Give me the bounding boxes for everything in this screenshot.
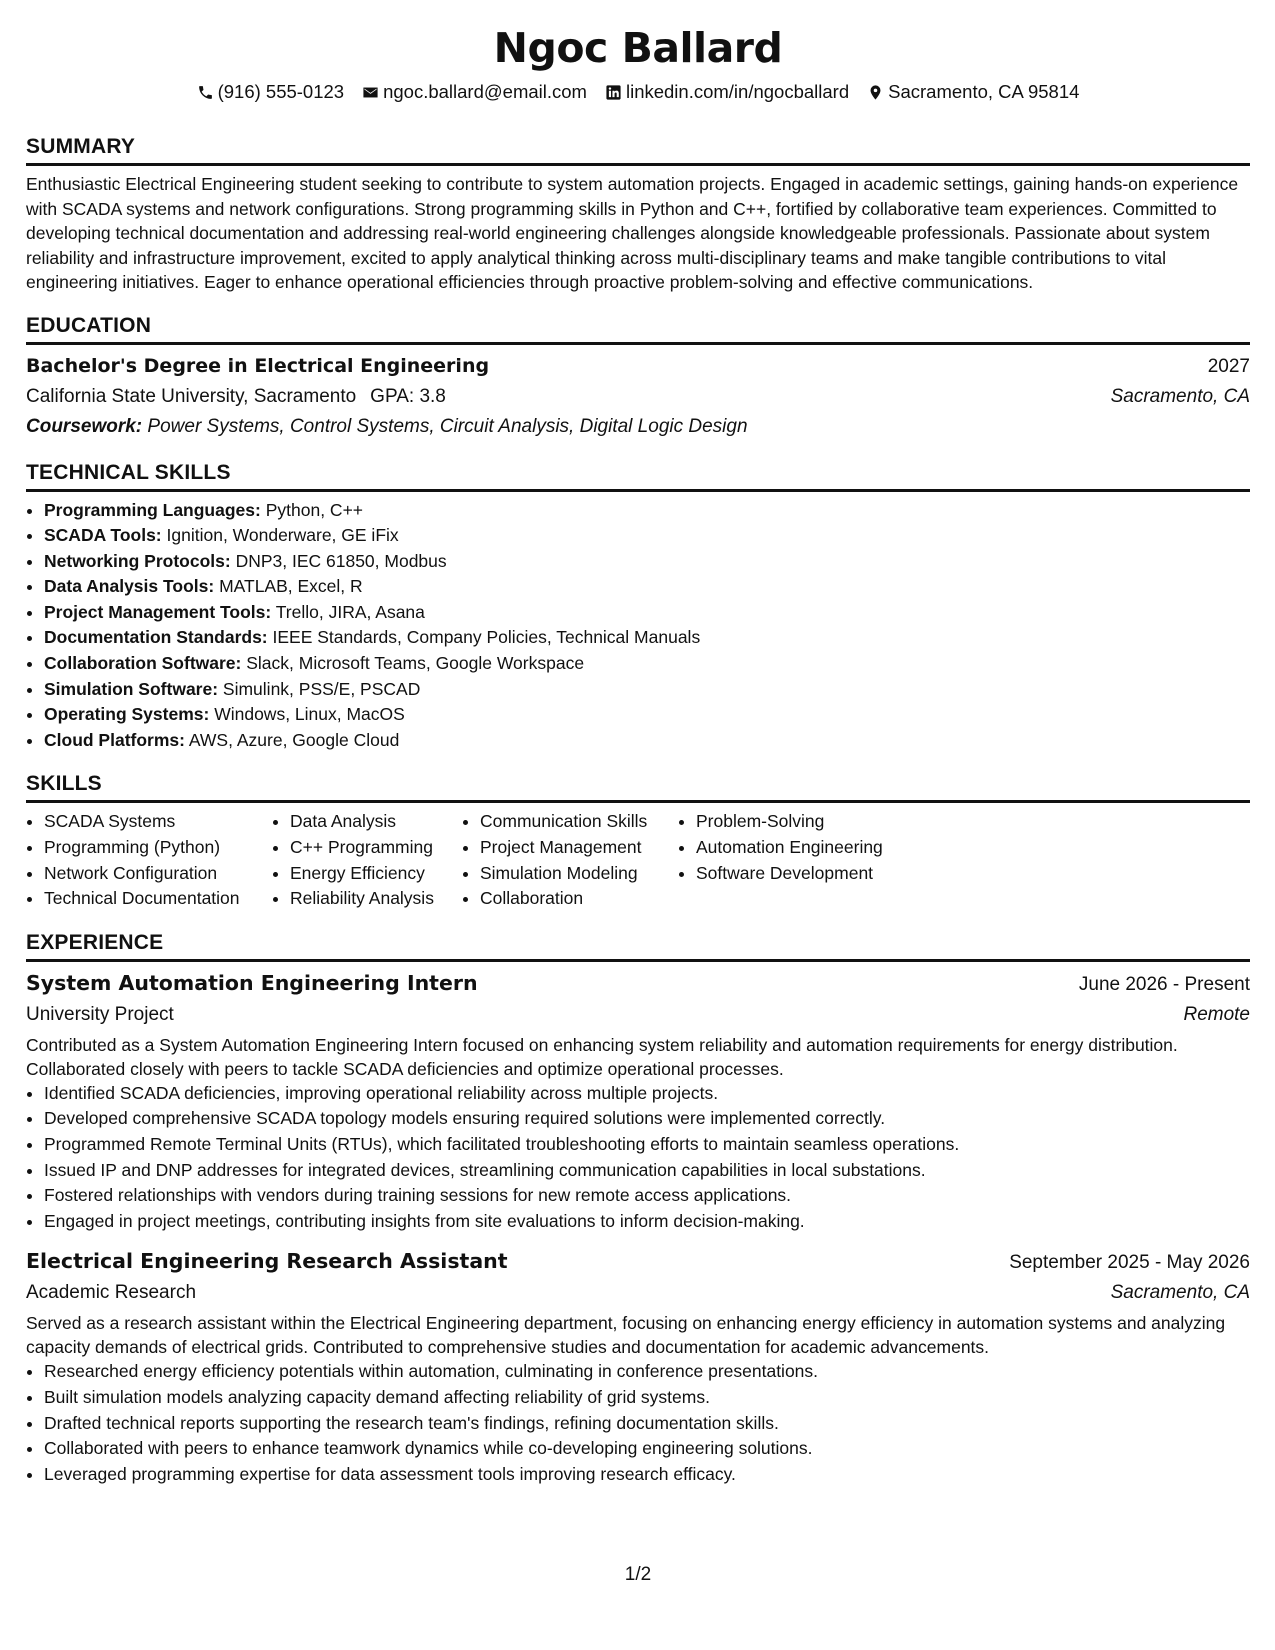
location-text: Sacramento, CA 95814 (888, 81, 1080, 102)
skill-value: Python, C++ (265, 499, 364, 520)
gpa: GPA: 3.8 (370, 385, 446, 407)
list-item: • Technical Documentation (44, 886, 272, 912)
list-item: • Communication Skills (480, 809, 678, 835)
list-item (44, 677, 1250, 703)
skill-label: Cloud Platforms: (44, 729, 185, 750)
list-item: • Programmed Remote Terminal Units (RTUs), which facilitated troubleshooting efforts to maintain seamless operations. (44, 1132, 1250, 1158)
job-org-row (26, 1000, 1250, 1030)
list-item (44, 728, 1250, 754)
skill-value: IEEE Standards, Company Policies, Technical Manuals (272, 627, 701, 648)
list-item: • Reliability Analysis (290, 886, 462, 912)
list-item: • Collaboration (480, 886, 678, 912)
list-item: • Developed comprehensive SCADA topology models ensuring required solutions were implemented correctly. (44, 1106, 1250, 1132)
contact-phone (197, 80, 345, 104)
list-item: • Automation Engineering (696, 835, 936, 861)
list-item (44, 651, 1250, 677)
list-item: • Simulation Modeling (480, 861, 678, 887)
contact-linkedin[interactable] (605, 80, 849, 104)
skill-label: Documentation Standards: (44, 627, 268, 648)
skill-value: MATLAB, Excel, R (219, 576, 363, 597)
list-item: • Network Configuration (44, 861, 272, 887)
section-title: EXPERIENCE (26, 930, 1250, 962)
contact-location (867, 80, 1079, 104)
list-item (44, 600, 1250, 626)
experience-section (26, 930, 1250, 1488)
skills-column (678, 809, 936, 911)
list-item (44, 625, 1250, 651)
summary-text: Enthusiastic Electrical Engineering student seeking to contribute to system automation projects. Engaged in academic settings, gaining hands-on experience with SCADA systems and network configurations. Strong programming skills in Python and C++, fortified by collaborative team experiences. Committed to developing technical documentation and addressing real-world engineering challenges alongside knowledgeable professionals. Passionate about system reliability and infrastructure improvement, excited to apply analytical thinking across multi-disciplinary teams and make tangible contributions to vital engineering initiatives. Eager to enhance operational efficiencies through proactive problem-solving and effective communications. (26, 174, 1239, 292)
job-bullets (26, 1359, 1250, 1487)
list-item: • Researched energy efficiency potentials within automation, culminating in conference presentations. (44, 1359, 1250, 1385)
skill-label: Simulation Software: (44, 678, 219, 699)
phone-text: (916) 555-0123 (217, 81, 345, 102)
contact-email[interactable] (362, 80, 587, 104)
coursework-row (26, 412, 1250, 442)
job-dates: June 2026 - Present (1078, 973, 1250, 995)
education-section (26, 313, 1250, 442)
skill-label: Project Management Tools: (44, 601, 272, 622)
resume-page (26, 0, 1250, 1585)
list-item: • Problem-Solving (696, 809, 936, 835)
degree-title: Bachelor's Degree in Electrical Engineering (26, 354, 490, 377)
list-item: • Data Analysis (290, 809, 462, 835)
linkedin-icon (605, 84, 622, 101)
section-title: SKILLS (26, 771, 1250, 803)
list-item (44, 574, 1250, 600)
list-item: • SCADA Systems (44, 809, 272, 835)
job-entry (26, 1246, 1250, 1487)
list-item: • Leveraged programming expertise for data assessment tools improving research efficacy. (44, 1462, 1250, 1488)
job-org-row (26, 1278, 1250, 1308)
envelope-icon (362, 84, 379, 101)
graduation-year: 2027 (1207, 355, 1250, 377)
job-title: Electrical Engineering Research Assistant (26, 1249, 508, 1274)
list-item: • Project Management (480, 835, 678, 861)
job-bullets (26, 1081, 1250, 1235)
job-organization: University Project (26, 1003, 174, 1025)
skill-label: Operating Systems: (44, 704, 210, 725)
list-item: • Identified SCADA deficiencies, improving operational reliability across multiple projects. (44, 1081, 1250, 1107)
job-title-row (26, 968, 1250, 1000)
list-item: • Drafted technical reports supporting the research team's findings, refining documentation skills. (44, 1411, 1250, 1437)
school-name: California State University, Sacramento (26, 385, 357, 407)
education-degree-row (26, 351, 1250, 382)
candidate-name: Ngoc Ballard (493, 24, 783, 72)
list-item: • Fostered relationships with vendors during training sessions for new remote access applications. (44, 1183, 1250, 1209)
job-organization: Academic Research (26, 1282, 197, 1304)
list-item: • C++ Programming (290, 835, 462, 861)
job-title: System Automation Engineering Intern (26, 970, 478, 995)
skill-value: DNP3, IEC 61850, Modbus (235, 550, 447, 571)
skill-value: Slack, Microsoft Teams, Google Workspace (246, 653, 585, 674)
job-dates: September 2025 - May 2026 (1009, 1252, 1250, 1274)
skill-value: Trello, JIRA, Asana (275, 601, 425, 622)
email-text[interactable]: ngoc.ballard@email.com (383, 81, 587, 102)
list-item (44, 549, 1250, 575)
skills-section (26, 771, 1250, 911)
school-location: Sacramento, CA (1110, 385, 1250, 407)
section-title: TECHNICAL SKILLS (26, 460, 1250, 492)
page-number: 1/2 (624, 1564, 652, 1585)
skill-label: Programming Languages: (44, 499, 261, 520)
section-title: SUMMARY (26, 134, 1250, 166)
skills-column (26, 809, 272, 911)
list-item: • Collaborated with peers to enhance teamwork dynamics while co-developing engineering solutions. (44, 1436, 1250, 1462)
skill-label: Networking Protocols: (44, 550, 231, 571)
job-description: Served as a research assistant within the Electrical Engineering department, focusing on enhancing energy efficiency in automation systems and analyzing capacity demands of electrical grids. Contributed to comprehensive studies and documentation for academic advancements. (26, 1313, 1226, 1358)
skills-grid (26, 809, 1250, 911)
list-item: • Issued IP and DNP addresses for integrated devices, streamlining communication capabilities in local substations. (44, 1158, 1250, 1184)
skills-column (462, 809, 678, 911)
job-description: Contributed as a System Automation Engineering Intern focused on enhancing system reliability and automation requirements for energy distribution. Collaborated closely with peers to tackle SCADA deficiencies and optimize operational processes. (26, 1034, 1178, 1079)
job-title-row (26, 1246, 1250, 1278)
list-item: • Programming (Python) (44, 835, 272, 861)
list-item (44, 523, 1250, 549)
contact-bar (26, 80, 1250, 104)
skill-value: Ignition, Wonderware, GE iFix (166, 525, 399, 546)
list-item (44, 498, 1250, 524)
summary-section (26, 134, 1250, 295)
list-item: • Software Development (696, 861, 936, 887)
map-pin-icon (867, 84, 884, 101)
list-item: • Engaged in project meetings, contributing insights from site evaluations to inform decision-making. (44, 1209, 1250, 1235)
job-location: Remote (1183, 1003, 1250, 1025)
skill-value: Simulink, PSS/E, PSCAD (222, 678, 421, 699)
skill-value: AWS, Azure, Google Cloud (188, 729, 400, 750)
skill-label: Collaboration Software: (44, 653, 242, 674)
coursework-list: Power Systems, Control Systems, Circuit Analysis, Digital Logic Design (147, 415, 748, 437)
list-item: • Energy Efficiency (290, 861, 462, 887)
coursework-label: Coursework: (26, 415, 143, 437)
list-item: • Built simulation models analyzing capacity demand affecting reliability of grid systems. (44, 1385, 1250, 1411)
skill-label: SCADA Tools: (44, 525, 162, 546)
skill-value: Windows, Linux, MacOS (214, 704, 405, 725)
technical-skills-section (26, 460, 1250, 754)
job-entry (26, 968, 1250, 1235)
technical-skills-list (26, 498, 1250, 754)
list-item (44, 702, 1250, 728)
skill-label: Data Analysis Tools: (44, 576, 215, 597)
education-school-row (26, 382, 1250, 412)
job-location: Sacramento, CA (1110, 1282, 1250, 1304)
skills-column (272, 809, 462, 911)
section-title: EDUCATION (26, 313, 1250, 345)
linkedin-text[interactable]: linkedin.com/in/ngocballard (625, 81, 850, 102)
phone-icon (197, 84, 214, 101)
